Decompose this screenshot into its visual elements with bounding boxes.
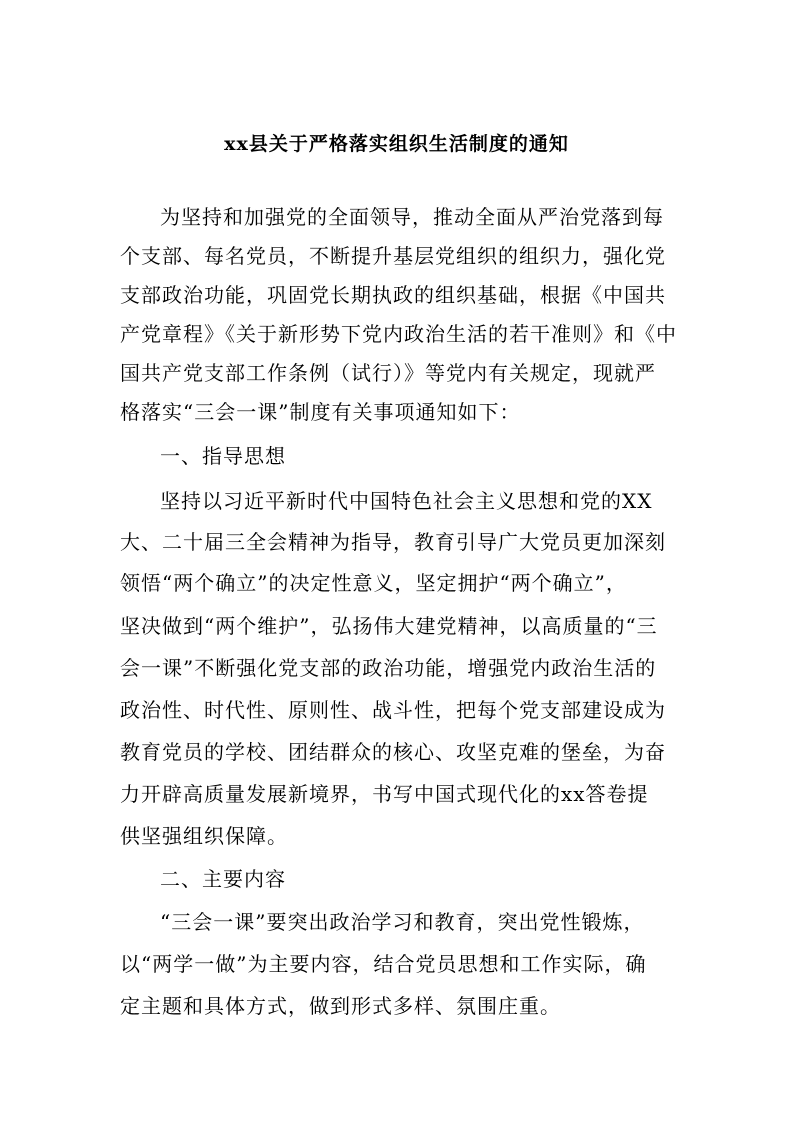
paragraph-content-line-1: “三会一课”要突出政治学习和教育，突出党性锻炼， bbox=[160, 910, 645, 934]
section-heading-guiding-ideology: 一、指导思想 bbox=[160, 444, 286, 468]
paragraph-intro-line-1: 为坚持和加强党的全面领导，推动全面从严治党落到每 bbox=[160, 205, 664, 229]
paragraph-intro-line-5: 国共产党支部工作条例（试行）》等党内有关规定，现就严 bbox=[120, 361, 656, 385]
paragraph-ideology-line-7: 教育党员的学校、团结群众的核心、攻坚克难的堡垒，为奋 bbox=[120, 740, 666, 764]
paragraph-intro-line-4: 产党章程》《关于新形势下党内政治生活的若干准则》和《中 bbox=[120, 322, 677, 346]
paragraph-ideology-line-8: 力开辟高质量发展新境界，书写中国式现代化的xx答卷提 bbox=[120, 782, 649, 806]
paragraph-ideology-line-2: 大、二十届三全会精神为指导，教育引导广大党员更加深刻 bbox=[120, 530, 666, 554]
paragraph-ideology-line-4: 坚决做到“两个维护”，弘扬伟大建党精神，以高质量的“三 bbox=[120, 614, 658, 638]
paragraph-intro-line-6: 格落实“三会一课”制度有关事项通知如下： bbox=[120, 400, 521, 424]
paragraph-ideology-line-3: 领悟“两个确立”的决定性意义，坚定拥护“两个确立”， bbox=[120, 571, 627, 595]
paragraph-ideology-line-6: 政治性、时代性、原则性、战斗性，把每个党支部建设成为 bbox=[120, 698, 666, 722]
paragraph-content-line-2: 以“两学一做”为主要内容，结合党员思想和工作实际，确 bbox=[120, 952, 647, 976]
paragraph-ideology-line-5: 会一课”不断强化党支部的政治功能，增强党内政治生活的 bbox=[120, 656, 657, 680]
document-title: xx县关于严格落实组织生活制度的通知 bbox=[224, 133, 569, 155]
section-heading-main-content: 二、主要内容 bbox=[160, 867, 286, 891]
paragraph-intro-line-3: 支部政治功能，巩固党长期执政的组织基础，根据《中国共 bbox=[120, 283, 666, 307]
paragraph-ideology-line-9: 供坚强组织保障。 bbox=[120, 824, 288, 848]
paragraph-content-line-3: 定主题和具体方式，做到形式多样、氛围庄重。 bbox=[120, 994, 561, 1018]
paragraph-intro-line-2: 个支部、每名党员，不断提升基层党组织的组织力，强化党 bbox=[120, 244, 666, 268]
paragraph-ideology-line-1: 坚持以习近平新时代中国特色社会主义思想和党的XX bbox=[160, 489, 653, 513]
